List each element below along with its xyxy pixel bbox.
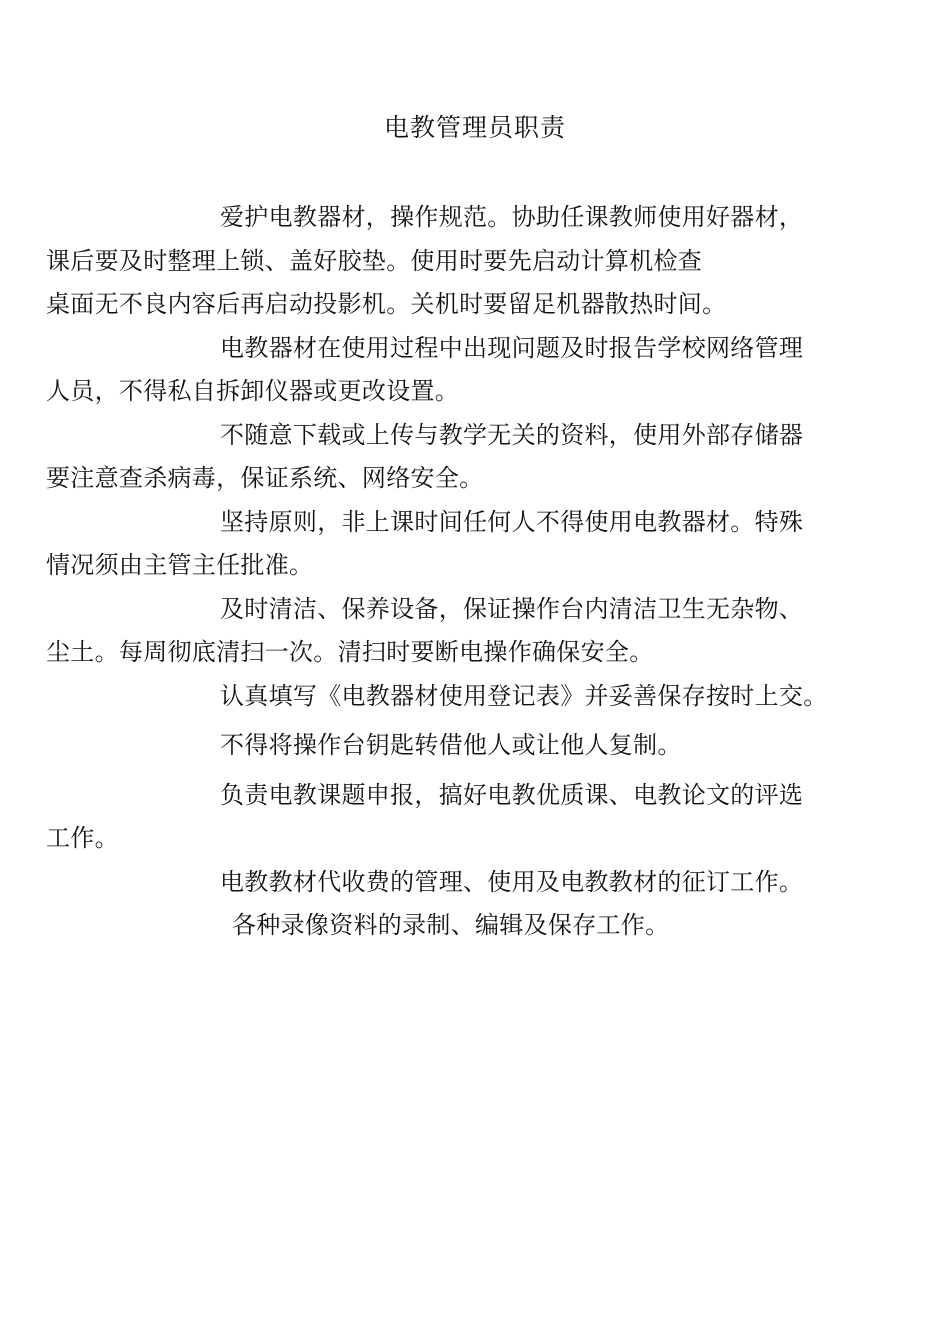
paragraph-line: 电教器材在使用过程中出现问题及时报告学校网络管理 — [220, 333, 804, 362]
document-body — [46, 196, 848, 948]
paragraph-line: 桌面无不良内容后再启动投影机。关机时要留足机器散热时间。 — [46, 290, 727, 318]
paragraph-line: 各种录像资料的录制、编辑及保存工作。 — [232, 911, 670, 939]
paragraph-1 — [46, 196, 848, 327]
paragraph-6 — [133, 675, 848, 719]
paragraph-line: 不得将操作台钥匙转借他人或让他人复制。 — [220, 731, 682, 759]
paragraph-8 — [46, 774, 848, 861]
paragraph-10 — [133, 904, 848, 948]
paragraph-line: 不随意下载或上传与教学无关的资料，使用外部存储器 — [220, 420, 804, 449]
paragraph-5 — [46, 588, 848, 675]
paragraph-4 — [46, 501, 848, 588]
paragraph-line: 认真填写《电教器材使用登记表》并妥善保存按时上交。 — [220, 681, 828, 710]
paragraph-3 — [46, 414, 848, 501]
paragraph-line: 尘土。每周彻底清扫一次。清扫时要断电操作确保安全。 — [46, 638, 654, 666]
paragraph-line: 坚持原则，非上课时间任何人不得使用电教器材。特殊 — [220, 507, 804, 536]
paragraph-line: 电教教材代收费的管理、使用及电教教材的征订工作。 — [220, 867, 804, 896]
paragraph-line: 负责电教课题申报，搞好电教优质课、电教论文的评选 — [220, 780, 804, 809]
paragraph-line: 及时清洁、保养设备，保证操作台内清洁卫生无杂物、 — [220, 594, 804, 623]
paragraph-line: 要注意查杀病毒，保证系统、网络安全。 — [46, 464, 484, 492]
paragraph-line: 爱护电教器材，操作规范。协助任课教师使用好器材， — [220, 203, 804, 231]
paragraph-2 — [46, 327, 848, 414]
paragraph-line: 人员，不得私自拆卸仪器或更改设置。 — [46, 377, 460, 405]
paragraph-9 — [133, 861, 848, 905]
document-title: 电教管理员职责 — [383, 113, 566, 142]
paragraph-line: 工作。 — [46, 824, 119, 852]
paragraph-line: 情况须由主管主任批准。 — [46, 551, 314, 579]
paragraph-7 — [133, 724, 848, 768]
paragraph-line: 课后要及时整理上锁、盖好胶垫。使用时要先启动计算机检查 — [46, 246, 703, 275]
